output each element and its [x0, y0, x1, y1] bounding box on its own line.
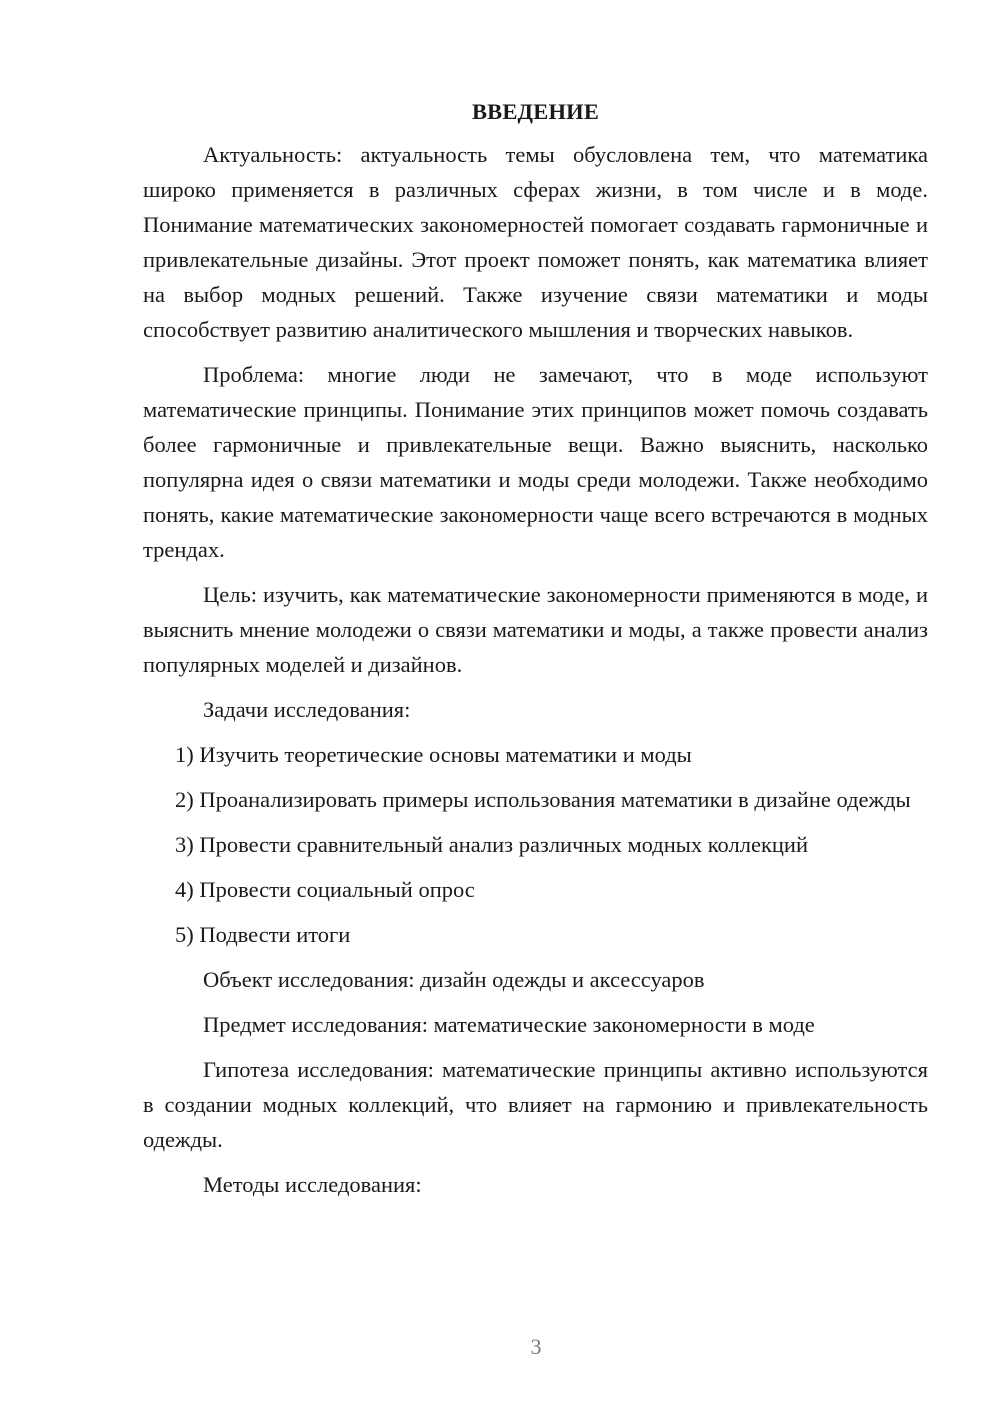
tasks-heading: Задачи исследования:	[203, 697, 411, 722]
subject-paragraph: Предмет исследования: математические закономерности в моде	[203, 1012, 815, 1037]
goal-paragraph: Цель: изучить, как математические закономерности применяются в моде, и выяснить мнение молодежи о связи математики и моды, а также провести анализ популярных моделей и дизайнов.	[143, 582, 928, 677]
object-paragraph: Объект исследования: дизайн одежды и аксессуаров	[203, 967, 705, 992]
task-item-2: 2) Проанализировать примеры использования математики в дизайне одежды	[175, 787, 911, 812]
task-item-3: 3) Провести сравнительный анализ различных модных коллекций	[175, 832, 808, 857]
hypothesis-paragraph: Гипотеза исследования: математические принципы активно используются в создании модных коллекций, что влияет на гармонию и привлекательность одежды.	[143, 1057, 928, 1152]
page-number: 3	[530, 1334, 542, 1359]
methods-heading: Методы исследования:	[203, 1172, 422, 1197]
task-item-5: 5) Подвести итоги	[175, 922, 351, 947]
relevance-paragraph: Актуальность: актуальность темы обусловлена тем, что математика широко применяется в различных сферах жизни, в том числе и в моде. Понимание математических закономерностей помогает создавать гармоничные и привлекательные дизайны. Этот проект поможет понять, как математика влияет на выбор модных решений. Также изучение связи математики и моды способствует развитию аналитического мышления и творческих навыков.	[143, 142, 928, 342]
section-title: ВВЕДЕНИЕ	[471, 99, 600, 124]
task-item-4: 4) Провести социальный опрос	[175, 877, 475, 902]
task-item-1: 1) Изучить теоретические основы математики и моды	[175, 742, 692, 767]
page-content	[143, 95, 928, 1212]
problem-paragraph: Проблема: многие люди не замечают, что в моде используют математические принципы. Понимание этих принципов может помочь создавать более гармоничные и привлекательные вещи. Важно выяснить, насколько популярна идея о связи математики и моды среди молодежи. Также необходимо понять, какие математические закономерности чаще всего встречаются в модных трендах.	[143, 362, 928, 562]
